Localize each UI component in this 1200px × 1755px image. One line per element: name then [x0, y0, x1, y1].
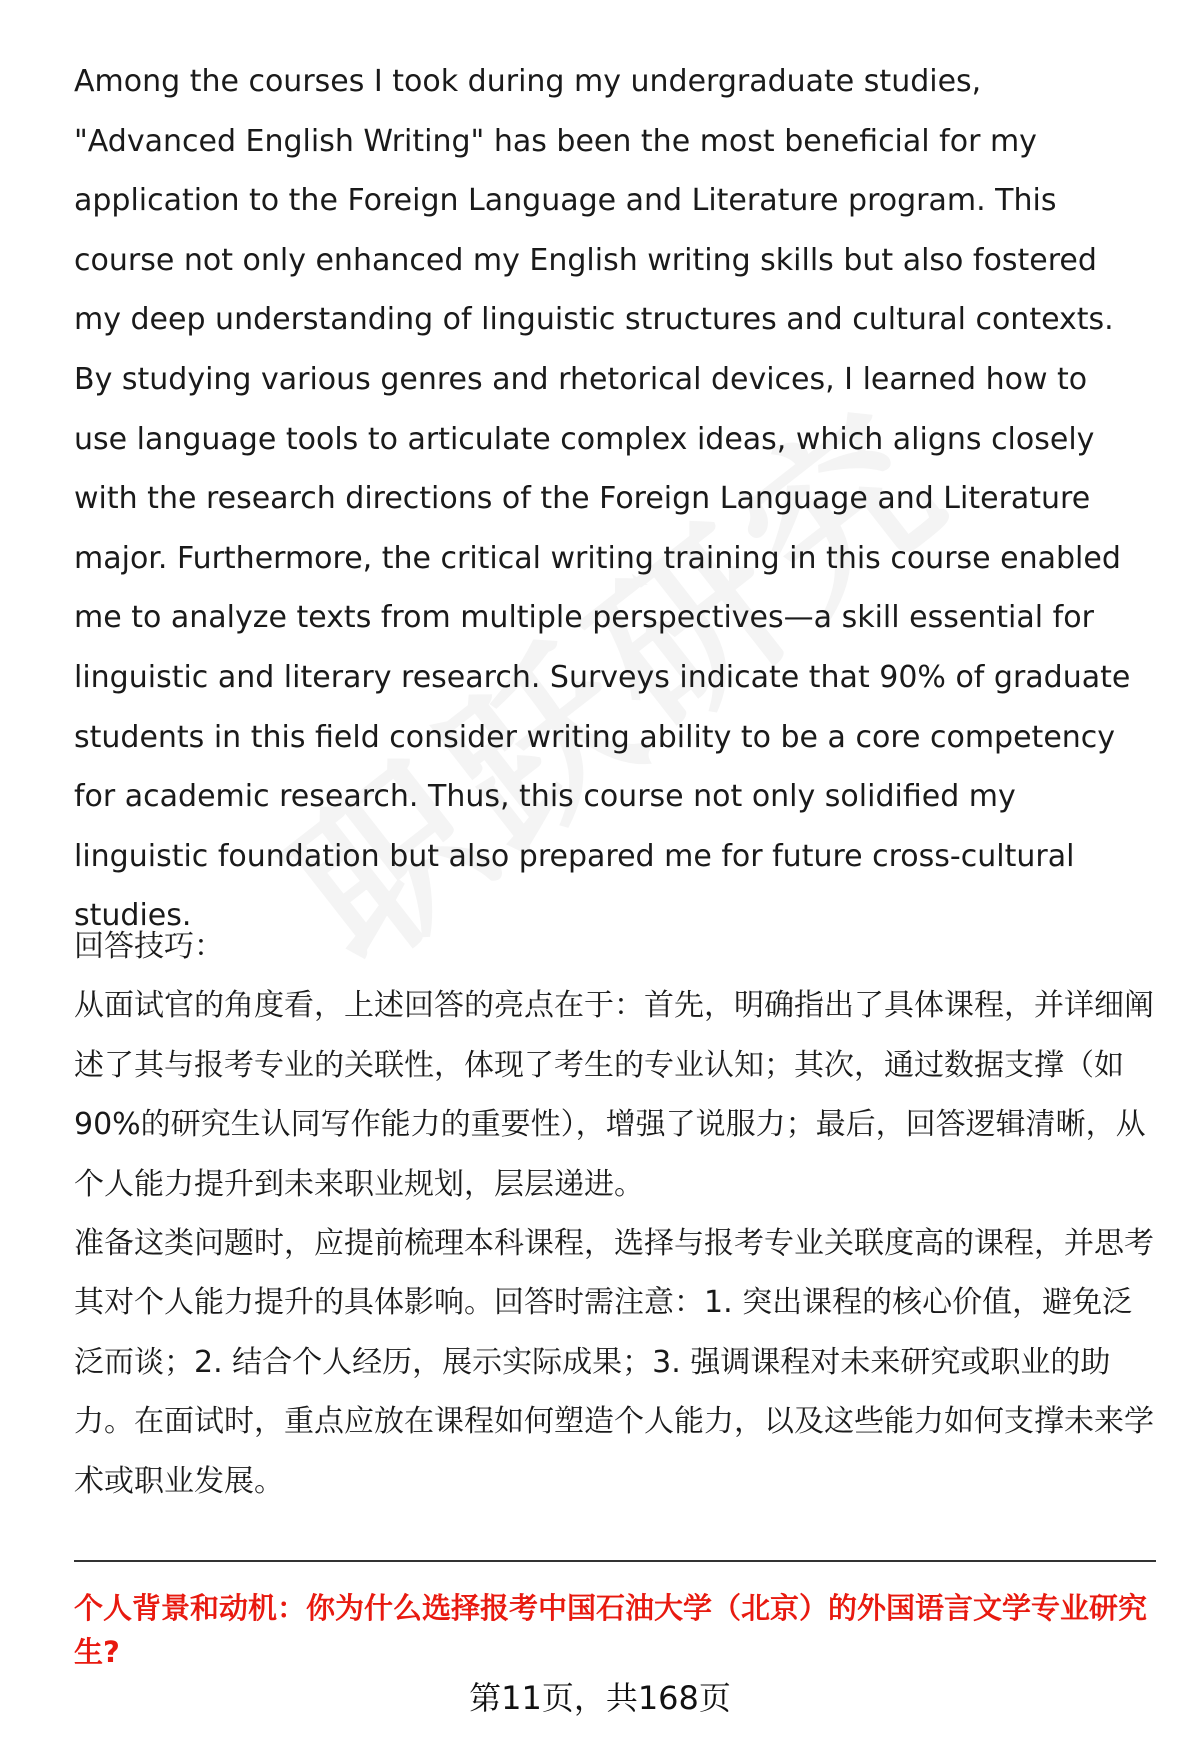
tips-heading: 回答技巧：	[74, 929, 224, 964]
tips-paragraph-2: 准备这类问题时，应提前梳理本科课程，选择与报考专业关联度高的课程，并思考其对个人能力提升的具体影响。回答时需注意：1. 突出课程的核心价值，避免泛泛而谈；2. 结合个人经历，展示实际成果；3. 强调课程对未来研究或职业的助力。在面试时，重点应放在课程如何塑造个人能力，以及这些能力如何支撑未来学术或职业发展。	[74, 1226, 1154, 1499]
tips-paragraph-1: 从面试官的角度看，上述回答的亮点在于：首先，明确指出了具体课程，并详细阐述了其与报考专业的关联性，体现了考生的专业认知；其次，通过数据支撑（如90%的研究生认同写作能力的重要性），增强了说服力；最后，回答逻辑清晰，从个人能力提升到未来职业规划，层层递进。	[74, 988, 1154, 1202]
answer-paragraph: Among the courses I took during my undergraduate studies, "Advanced English Writing" has been the most beneficial for my application to the Foreign Language and Literature program. This course not only enhanced my English writing skills but also fostered my deep understanding of linguistic structures and cultural contexts. By studying various genres and rhetorical devices, I learned how to use language tools to articulate complex ideas, which aligns closely with the research directions of the Foreign Language and Literature major. Furthermore, the critical writing training in this course enabled me to analyze texts from multiple perspectives—a skill essential for linguistic and literary research. Surveys indicate that 90% of graduate students in this field consider writing ability to be a core competency for academic research. Thus, this course not only solidified my linguistic foundation but also prepared me for future cross-cultural studies.	[74, 64, 1131, 934]
answer-tips-section	[74, 917, 1154, 1511]
page-number: 第11页，共168页	[469, 1679, 731, 1717]
next-question-heading: 个人背景和动机：你为什么选择报考中国石油大学（北京）的外国语言文学专业研究生?	[74, 1591, 1148, 1669]
section-divider	[74, 1560, 1156, 1562]
